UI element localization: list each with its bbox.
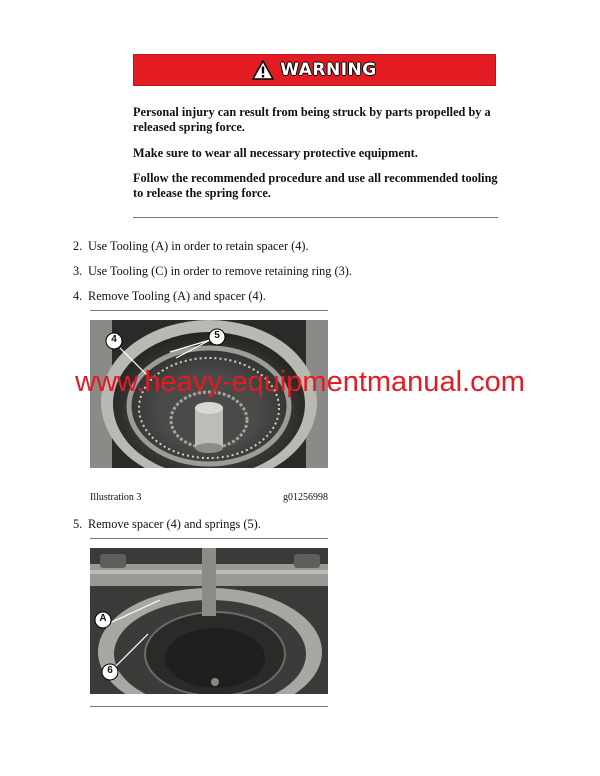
step-number: 5.	[73, 517, 83, 531]
warning-label: WARNING	[280, 60, 377, 80]
figure2-callout-a: A	[99, 613, 107, 624]
figure1-callout-4: 4	[111, 334, 117, 345]
figure1-caption-right: g01256998	[283, 492, 328, 503]
figure2-drawing	[90, 548, 328, 694]
warning-banner	[133, 54, 496, 86]
watermark-text: www.heavy-equipmentmanual.com	[75, 366, 525, 398]
step-text: Remove spacer (4) and springs (5).	[88, 517, 261, 531]
step-2	[73, 239, 309, 254]
step-number: 4.	[73, 289, 83, 303]
step-3	[73, 264, 352, 279]
figure2-callout-6: 6	[107, 665, 113, 676]
figure1-callout-5: 5	[214, 330, 220, 341]
figure2-photo	[90, 548, 328, 694]
step-number: 2.	[73, 239, 83, 253]
figure1-top-rule	[90, 310, 328, 311]
figure1-caption-left: Illustration 3	[90, 492, 142, 503]
step-text: Remove Tooling (A) and spacer (4).	[88, 289, 266, 303]
warning-paragraph-2: Make sure to wear all necessary protective equipment.	[133, 146, 418, 160]
figure2-top-rule	[90, 538, 328, 539]
warning-triangle-icon	[252, 60, 274, 80]
step-text: Use Tooling (C) in order to remove retaining ring (3).	[88, 264, 352, 278]
warning-divider	[133, 217, 498, 218]
step-text: Use Tooling (A) in order to retain spacer (4).	[88, 239, 309, 253]
warning-paragraph-1: Personal injury can result from being struck by parts propelled by a released spring force.	[133, 105, 491, 134]
step-4	[73, 289, 266, 304]
warning-paragraph-3: Follow the recommended procedure and use all recommended tooling to release the spring force.	[133, 171, 498, 200]
step-number: 3.	[73, 264, 83, 278]
figure2-bottom-rule	[90, 706, 328, 707]
step-5	[73, 517, 261, 532]
